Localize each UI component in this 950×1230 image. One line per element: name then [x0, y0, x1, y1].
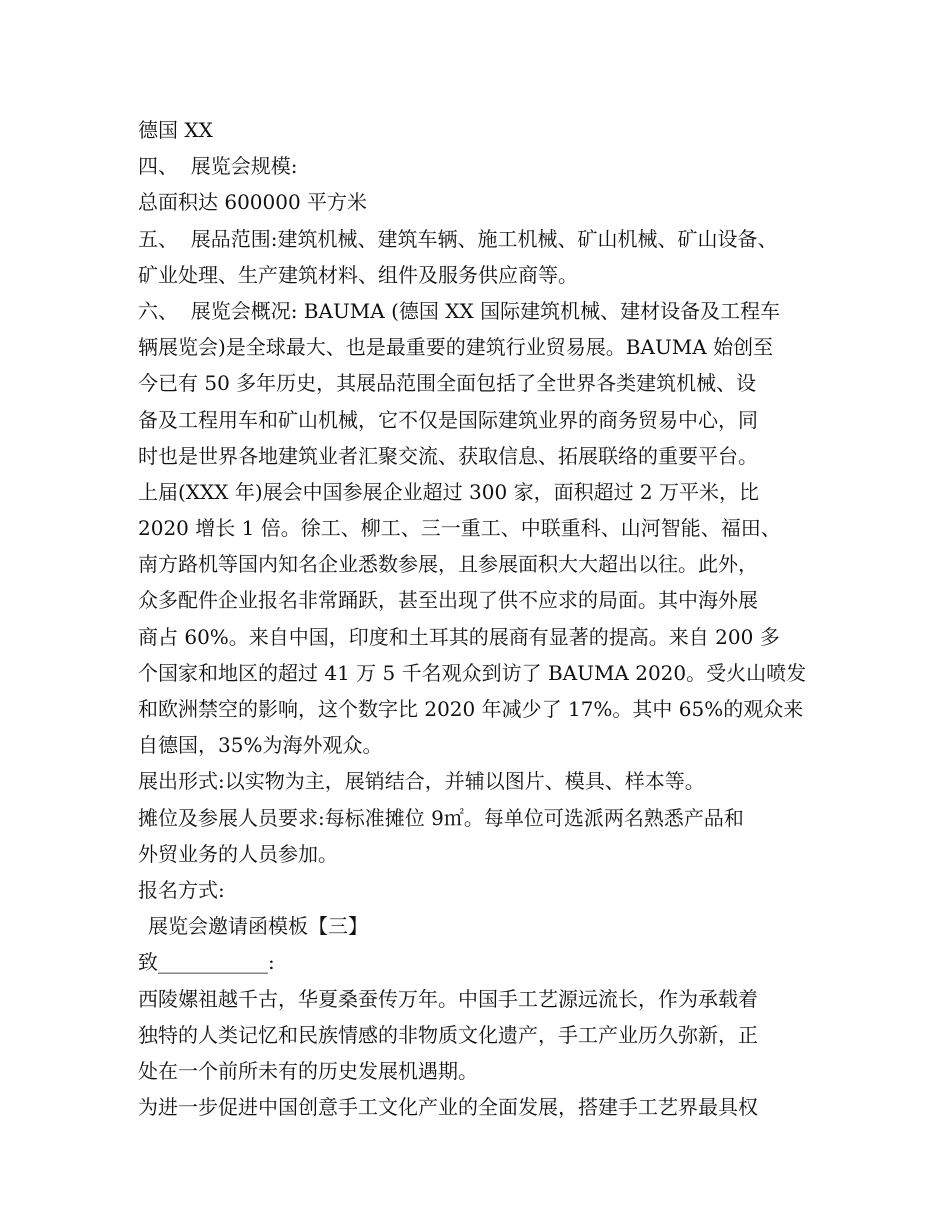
text-line: 南方路机等国内知名企业悉数参展，且参展面积大大超出以往。此外， [138, 552, 758, 577]
text-line: 报名方式: [138, 877, 225, 902]
text-line: 德国 XX [138, 118, 213, 142]
text-line: 个国家和地区的超过 41 万 5 千名观众到访了 BAUMA 2020。受火山喷发 [138, 660, 807, 685]
text-line: 备及工程用车和矿山机械，它不仅是国际建筑业界的商务贸易中心，同 [138, 407, 758, 432]
text-line: 2020 增长 1 倍。徐工、柳工、三一重工、中联重科、山河智能、福田、 [138, 516, 781, 541]
text-line: 自德国，35%为海外观众。 [138, 733, 383, 758]
section-heading-exhibits: 五、 展品范围:建筑机械、建筑车辆、施工机械、矿山机械、矿山设备、 [138, 226, 778, 251]
text-line: 和欧洲禁空的影响，这个数字比 2020 年减少了 17%。其中 65%的观众来 [138, 697, 804, 721]
text-line: 总面积达 600000 平方米 [138, 190, 368, 215]
text-line: 独特的人类记忆和民族情感的非物质文化遗产，手工产业历久弥新，正 [138, 1022, 758, 1047]
text-line: 摊位及参展人员要求:每标准摊位 9㎡。每单位可选派两名熟悉产品和 [138, 805, 744, 830]
text-line: 众多配件企业报名非常踊跃，甚至出现了供不应求的局面。其中海外展 [138, 588, 758, 613]
section-heading-scale: 四、 展览会规模: [138, 154, 298, 179]
text-line: 今已有 50 多年历史，其展品范围全面包括了全世界各类建筑机械、设 [138, 371, 757, 396]
salutation-line: 致___________: [138, 950, 275, 975]
section-heading-overview: 六、 展览会概况: BAUMA (德国 XX 国际建筑机械、建材设备及工程车 [138, 298, 781, 323]
text-line: 西陵嫘祖越千古，华夏桑蚕传万年。中国手工艺源远流长，作为承载着 [138, 986, 758, 1011]
text-line: 为进一步促进中国创意手工文化产业的全面发展，搭建手工艺界最具权 [138, 1095, 758, 1120]
text-line: 处在一个前所未有的历史发展机遇期。 [138, 1058, 478, 1083]
text-line: 辆展览会)是全球最大、也是最重要的建筑行业贸易展。BAUMA 始创至 [138, 335, 774, 360]
text-line: 商占 60%。来自中国，印度和土耳其的展商有显著的提高。来自 200 多 [138, 624, 780, 649]
text-line: 外贸业务的人员参加。 [138, 841, 338, 866]
template-title: 展览会邀请函模板【三】 [148, 914, 368, 939]
text-line: 矿业处理、生产建筑材料、组件及服务供应商等。 [138, 262, 578, 287]
text-line: 上届(XXX 年)展会中国参展企业超过 300 家，面积超过 2 万平米，比 [138, 479, 760, 504]
text-line: 展出形式:以实物为主，展销结合，并辅以图片、模具、样本等。 [138, 769, 705, 794]
document-body [138, 112, 828, 1125]
text-line: 时也是世界各地建筑业者汇聚交流、获取信息、拓展联络的重要平台。 [138, 443, 758, 468]
